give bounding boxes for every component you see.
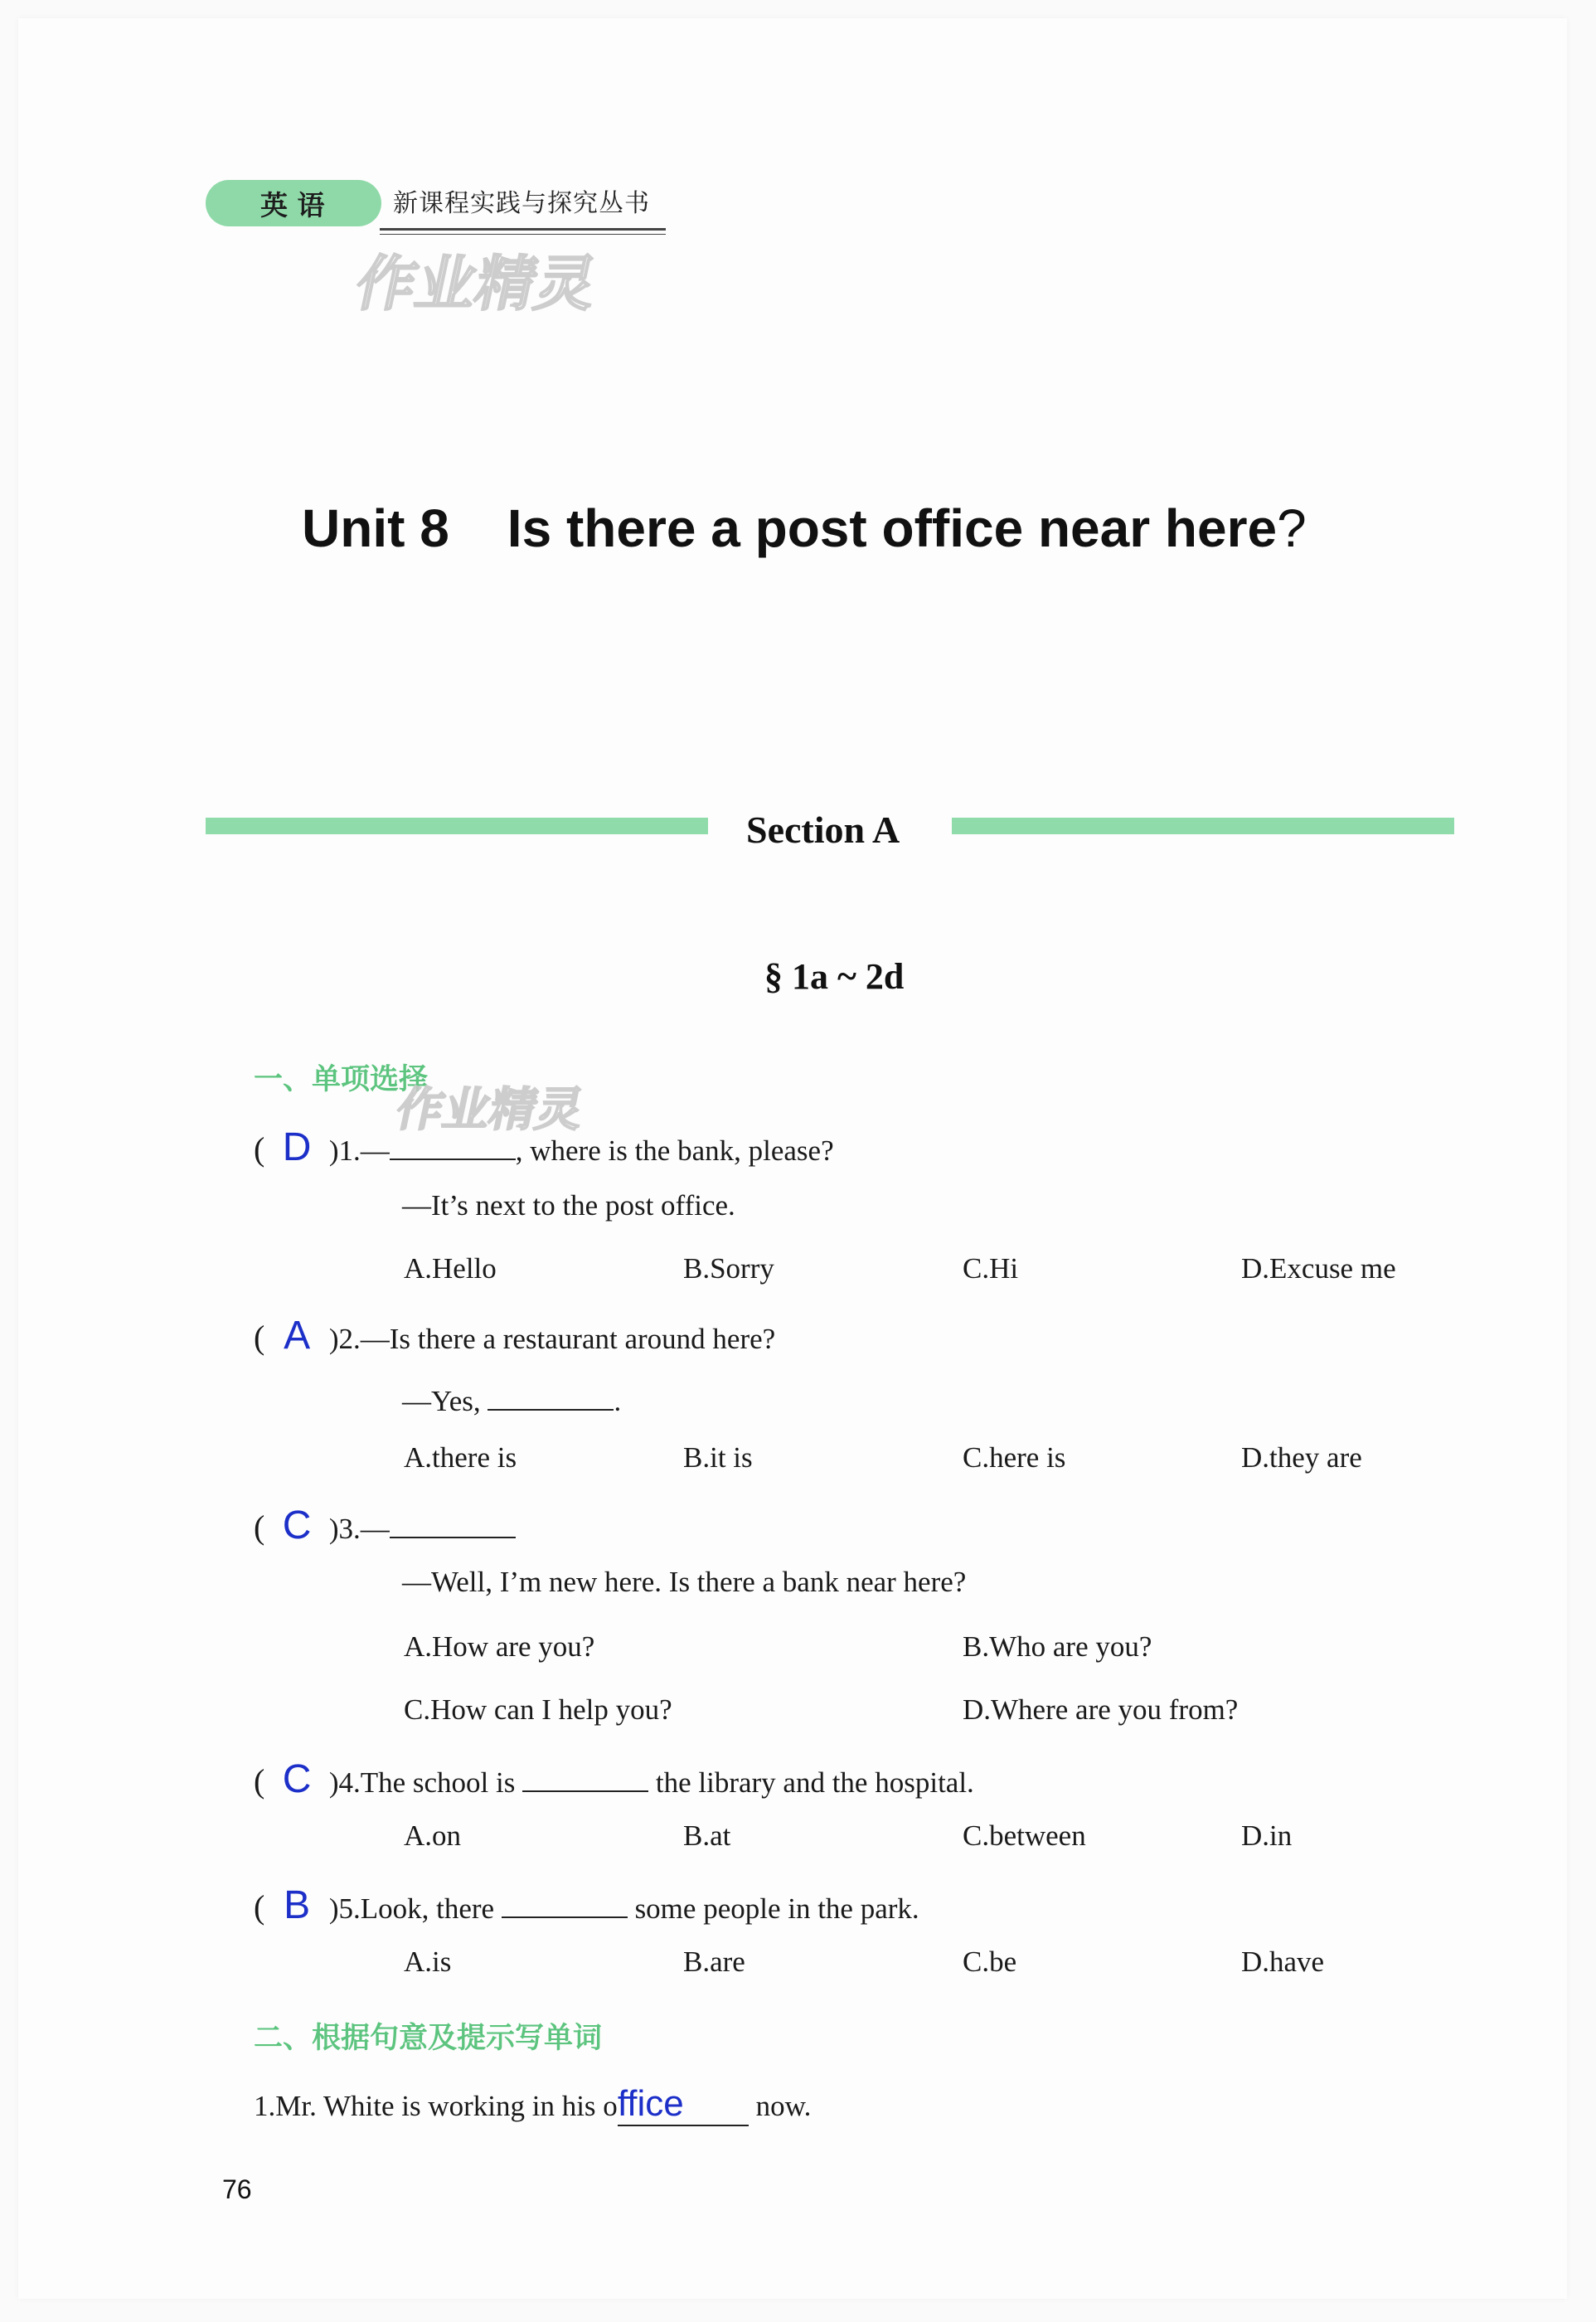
option: D.they are <box>1241 1441 1362 1474</box>
paren-open: ( <box>254 1130 265 1168</box>
option: C.How can I help you? <box>404 1693 672 1726</box>
header-rule-thin <box>380 234 666 235</box>
answer-mark: C <box>282 1757 312 1801</box>
part1-heading: 一、单项选择 <box>254 1063 429 1096</box>
question-3-line2: —Well, I’m new here. Is there a bank near here? <box>402 1566 967 1598</box>
unit-title <box>302 498 1307 559</box>
question-1-line2: —It’s next to the post office. <box>402 1189 735 1222</box>
section-title: Section A <box>746 809 900 851</box>
answer-blank <box>390 1506 516 1538</box>
option: D.Where are you from? <box>963 1693 1239 1726</box>
option: C.Hi <box>963 1252 1019 1285</box>
option: C.here is <box>963 1441 1066 1474</box>
question-prefix: )5.Look, there <box>328 1892 495 1925</box>
answer-blank <box>502 1886 628 1918</box>
fill-question-1 <box>254 2083 811 2126</box>
handwritten-answer: ffice <box>617 2083 684 2124</box>
question-4 <box>254 1756 974 1802</box>
watermark: 作业精灵 <box>391 1083 589 1137</box>
line2-suffix: . <box>614 1384 622 1417</box>
answer-mark: B <box>284 1883 311 1927</box>
option: A.there is <box>404 1441 517 1474</box>
answer-mark: D <box>282 1125 312 1169</box>
page-number: 76 <box>222 2174 252 2204</box>
question-suffix: some people in the park. <box>634 1892 919 1925</box>
paren-open: ( <box>254 1319 265 1356</box>
option: B.at <box>683 1819 731 1852</box>
option: C.be <box>963 1946 1017 1978</box>
paren-open: ( <box>254 1888 265 1926</box>
header-rule <box>380 228 666 231</box>
option: A.How are you? <box>404 1630 595 1663</box>
unit-title-text: Is there a post office near here <box>507 498 1278 558</box>
fill-blank <box>618 2083 749 2126</box>
section-band-left <box>206 818 708 834</box>
part2-heading: 二、根据句意及提示写单词 <box>254 2022 603 2055</box>
option: A.is <box>404 1946 452 1978</box>
question-2 <box>254 1313 775 1358</box>
fill-prefix: 1.Mr. White is working in his o <box>254 2090 618 2122</box>
line2-prefix: —Yes, <box>402 1384 481 1417</box>
answer-mark: C <box>282 1503 312 1547</box>
question-prefix: )3.— <box>328 1513 390 1545</box>
question-5 <box>254 1882 919 1928</box>
workbook-page <box>18 18 1567 2299</box>
option: D.Excuse me <box>1241 1252 1396 1285</box>
paren-open: ( <box>254 1762 265 1800</box>
fill-suffix: now. <box>755 2090 812 2122</box>
lesson-title: § 1a ~ 2d <box>764 956 905 997</box>
paren-open: ( <box>254 1508 265 1546</box>
answer-blank <box>522 1760 648 1792</box>
question-3 <box>254 1503 516 1548</box>
option: B.are <box>683 1946 745 1978</box>
option: B.it is <box>683 1441 753 1474</box>
option: B.Who are you? <box>963 1630 1152 1663</box>
subject-badge: 英 语 <box>206 180 381 226</box>
unit-title-qmark: ? <box>1277 498 1307 558</box>
question-1 <box>254 1125 834 1170</box>
series-title: 新课程实践与探究丛书 <box>393 189 650 218</box>
unit-number: Unit 8 <box>302 498 449 558</box>
option: A.Hello <box>404 1252 497 1285</box>
question-suffix: , where is the bank, please? <box>515 1134 834 1167</box>
answer-blank <box>488 1378 614 1411</box>
question-suffix: the library and the hospital. <box>655 1766 974 1799</box>
question-prefix: )2.—Is there a restaurant around here? <box>328 1323 776 1355</box>
section-band-right <box>952 818 1454 834</box>
answer-blank <box>390 1128 516 1160</box>
option: D.have <box>1241 1946 1325 1978</box>
option: B.Sorry <box>683 1252 774 1285</box>
option: C.between <box>963 1819 1086 1852</box>
answer-mark: A <box>284 1314 311 1358</box>
question-prefix: )1.— <box>328 1134 390 1167</box>
question-2-line2 <box>402 1378 621 1418</box>
question-prefix: )4.The school is <box>328 1766 516 1799</box>
option: A.on <box>404 1819 462 1852</box>
watermark: 作业精灵 <box>349 249 604 318</box>
option: D.in <box>1241 1819 1293 1852</box>
